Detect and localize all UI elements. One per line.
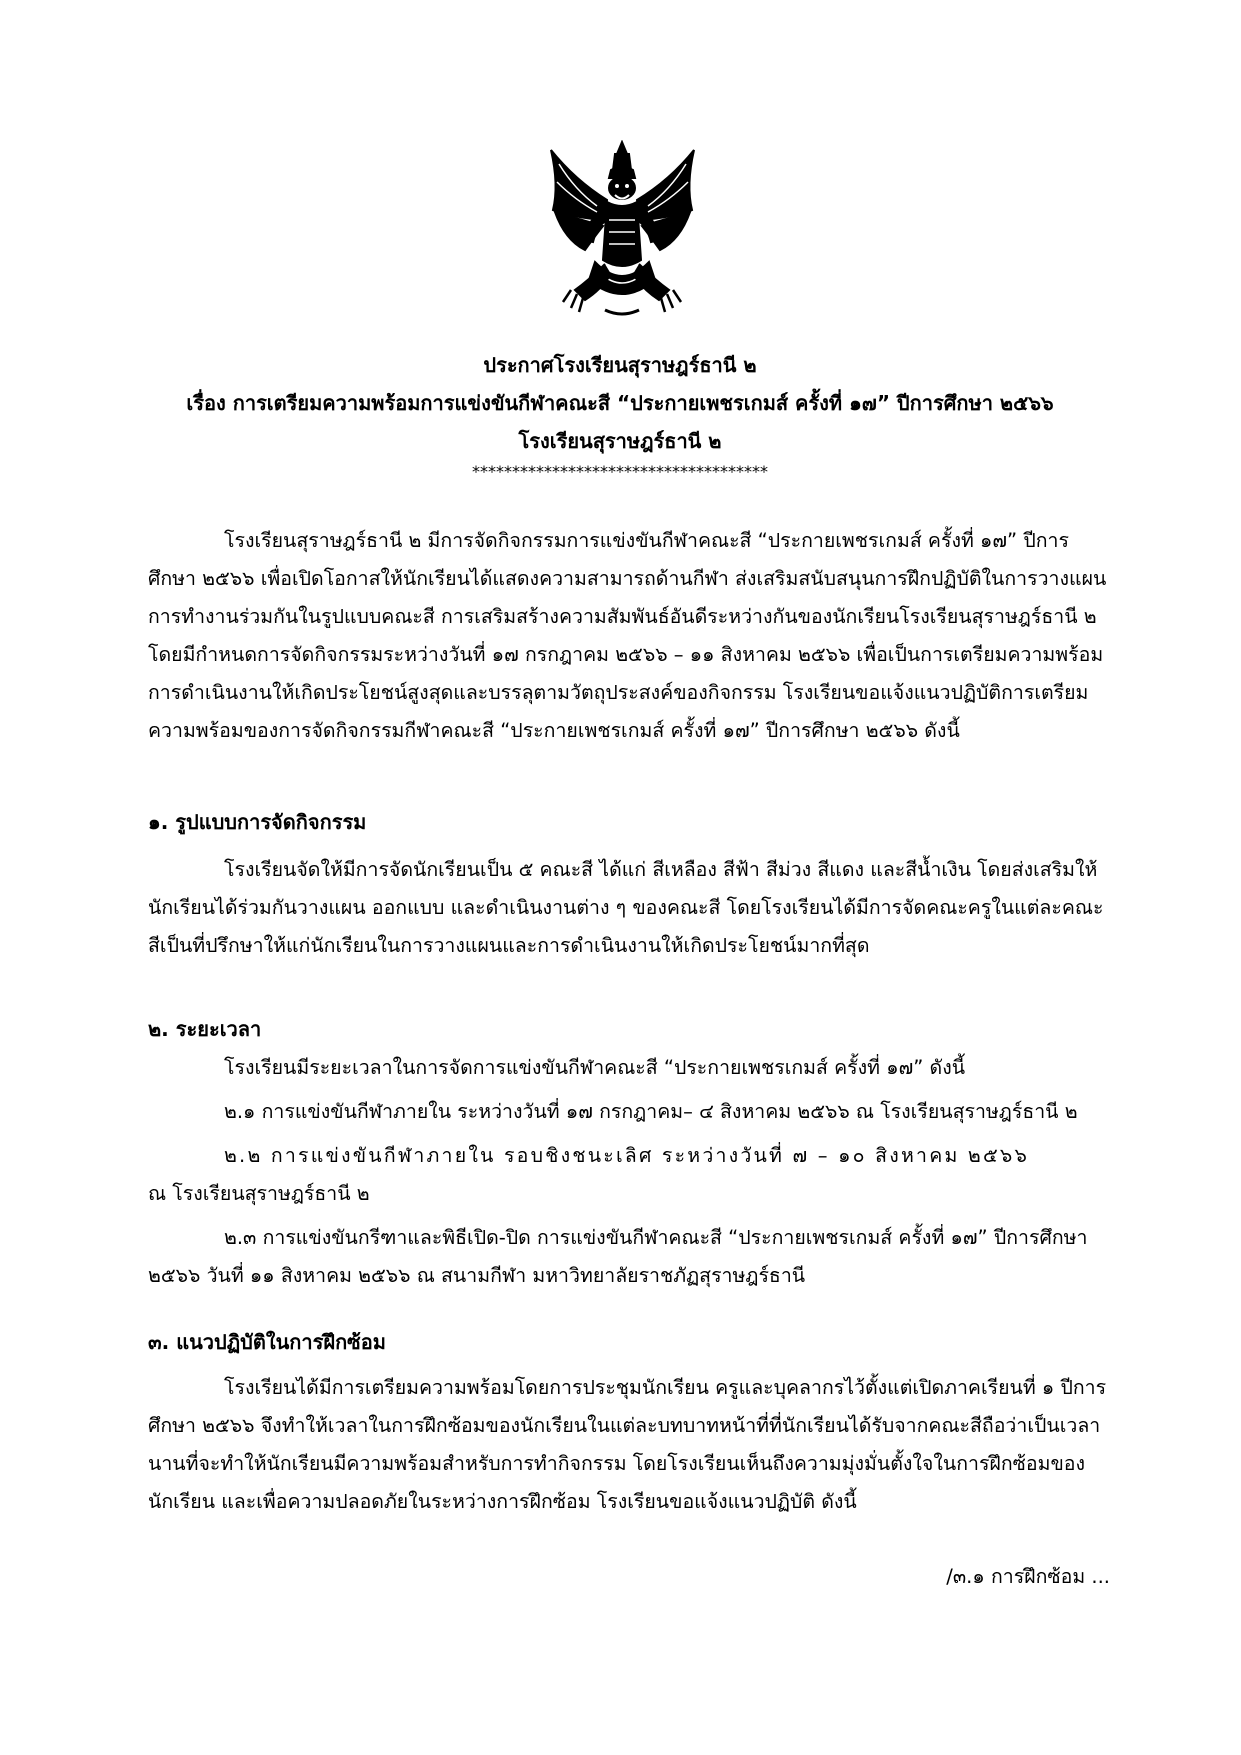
intro-paragraph: โรงเรียนสุราษฎร์ธานี ๒ มีการจัดกิจกรรมการแข่งขันกีฬาคณะสี “ประกายเพชรเกมส์ ครั้งที่ ๑๗” ปีการศึกษา ๒๕๖๖ เพื่อเปิดโอกาสให้นักเรียนได้แสดงความสามารถด้านกีฬา ส่งเสริมสนับสนุนการฝึกปฏิบัติในการวางแผน การทำงานร่วมกันในรูปแบบคณะสี การเสริมสร้างความสัมพันธ์อันดีระหว่างกันของนักเรียนโรงเรียนสุราษฎร์ธานี ๒ โดยมีกำหนดการจัดกิจกรรมระหว่างวันที่ ๑๗ กรกฎาคม ๒๕๖๖ – ๑๑ สิงหาคม ๒๕๖๖ เพื่อเป็นการเตรียมความพร้อมการดำเนินงานให้เกิดประโยชน์สูงสุดและบรรลุตามวัตถุประสงค์ของกิจกรรม โรงเรียนขอแจ้งแนวปฏิบัติการเตรียมความพร้อมของการจัดกิจกรรมกีฬาคณะสี “ประกายเพชรเกมส์ ครั้งที่ ๑๗” ปีการศึกษา ๒๕๖๖ ดังนี้ bbox=[148, 529, 1107, 742]
section1-body: โรงเรียนจัดให้มีการจัดนักเรียนเป็น ๕ คณะสี ได้แก่ สีเหลือง สีฟ้า สีม่วง สีแดง และสีน้ำเงิน โดยส่งเสริมให้นักเรียนได้ร่วมกันวางแผน ออกแบบ และดำเนินงานต่าง ๆ ของคณะสี โดยโรงเรียนได้มีการจัดคณะครูในแต่ละคณะสีเป็นที่ปรึกษาให้แก่นักเรียนในการวางแผนและการดำเนินงานให้เกิดประโยชน์มากที่สุด bbox=[148, 858, 1104, 957]
section1-title: ๑. รูปแบบการจัดกิจกรรม bbox=[148, 810, 367, 834]
section2-item2-line1: ๒.๒ การแข่งขันกีฬาภายใน รอบชิงชนะเลิศ ระหว่างวันที่ ๗ – ๑๐ สิงหาคม ๒๕๖๖ bbox=[224, 1144, 1030, 1167]
announcement-title: ประกาศโรงเรียนสุราษฎร์ธานี ๒ bbox=[483, 353, 757, 377]
garuda-emblem bbox=[545, 140, 700, 322]
section2-item2-line2: ณ โรงเรียนสุราษฎร์ธานี ๒ bbox=[148, 1182, 370, 1205]
announcement-school: โรงเรียนสุราษฎร์ธานี ๒ bbox=[518, 429, 722, 453]
section2-lead: โรงเรียนมีระยะเวลาในการจัดการแข่งขันกีฬาคณะสี “ประกายเพชรเกมส์ ครั้งที่ ๑๗” ดังนี้ bbox=[224, 1056, 966, 1079]
section3-title: ๓. แนวปฏิบัติในการฝึกซ้อม bbox=[148, 1330, 386, 1354]
announcement-subject: เรื่อง การเตรียมความพร้อมการแข่งขันกีฬาคณะสี “ประกายเพชรเกมส์ ครั้งที่ ๑๗” ปีการศึกษา ๒๕๖๖ bbox=[186, 391, 1054, 415]
continuation-note: /๓.๑ การฝึกซ้อม ... bbox=[946, 1565, 1110, 1588]
section2-item1: ๒.๑ การแข่งขันกีฬาภายใน ระหว่างวันที่ ๑๗ กรกฎาคม– ๔ สิงหาคม ๒๕๖๖ ณ โรงเรียนสุราษฎร์ธานี ๒ bbox=[224, 1100, 1078, 1123]
section3-body: โรงเรียนได้มีการเตรียมความพร้อมโดยการประชุมนักเรียน ครูและบุคลากรไว้ตั้งแต่เปิดภาคเรียนที่ ๑ ปีการศึกษา ๒๕๖๖ จึงทำให้เวลาในการฝึกซ้อมของนักเรียนในแต่ละบทบาทหน้าที่ที่นักเรียนได้รับจากคณะสีถือว่าเป็นเวลานานที่จะทำให้นักเรียนมีความพร้อมสำหรับการทำกิจกรรม โดยโรงเรียนเห็นถึงความมุ่งมั่นตั้งใจในการฝึกซ้อมของนักเรียน และเพื่อความปลอดภัยในระหว่างการฝึกซ้อม โรงเรียนขอแจ้งแนวปฏิบัติ ดังนี้ bbox=[148, 1376, 1107, 1513]
section2-title: ๒. ระยะเวลา bbox=[148, 1017, 262, 1041]
section2-item3: ๒.๓ การแข่งขันกรีฑาและพิธีเปิด-ปิด การแข่งขันกีฬาคณะสี “ประกายเพชรเกมส์ ครั้งที่ ๑๗” ปีการศึกษา ๒๕๖๖ วันที่ ๑๑ สิงหาคม ๒๕๖๖ ณ สนามกีฬา มหาวิทยาลัยราชภัฏสุราษฎร์ธานี bbox=[148, 1226, 1088, 1287]
separator-line: ************************************* bbox=[472, 462, 768, 481]
